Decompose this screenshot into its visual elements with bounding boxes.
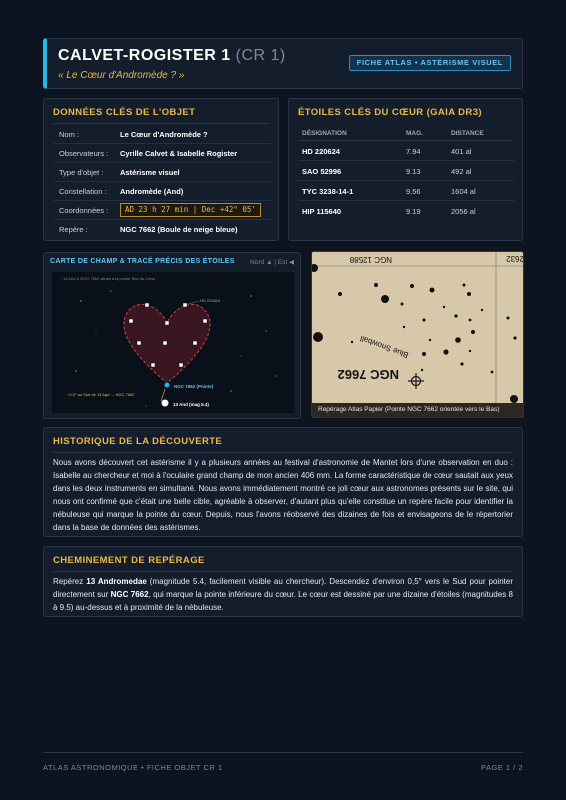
key-label: Nom : xyxy=(59,130,80,139)
object-name: CALVET-ROGISTER 1 xyxy=(58,47,231,64)
13-and-label: 13 And (mag 5.4) xyxy=(173,402,209,407)
star-distance: 1604 al xyxy=(451,187,476,196)
key-stars-title: ÉTOILES CLÉS DU CŒUR (GAIA DR3) xyxy=(298,107,482,118)
star-name: TYC 3238-14-1 xyxy=(302,187,354,196)
star-name: HD 220624 xyxy=(302,147,340,156)
coordinates-value: AD 23 h 27 min | Dec +42° 05' xyxy=(120,203,261,217)
history-panel xyxy=(43,427,523,537)
key-value: Cyrille Calvet & Isabelle Rogister xyxy=(120,149,238,158)
key-value: Le Cœur d'Andromède ? xyxy=(120,130,208,139)
chart-note: 13 And & NGC 7662 situés à la pointe Sud du Cœur xyxy=(63,276,156,281)
key-value: Andromède (And) xyxy=(120,187,184,196)
key-data-title: DONNÉES CLÉS DE L'OBJET xyxy=(53,107,196,118)
table-row xyxy=(298,181,515,201)
ngc7662-marker xyxy=(164,382,170,388)
footer-atlas-label: ATLAS ASTRONOMIQUE • FICHE OBJET CR 1 xyxy=(43,763,223,772)
object-title xyxy=(58,47,286,65)
route-highlight-ngc7662: NGC 7662 xyxy=(110,590,149,599)
star-hopping-title: CHEMINEMENT DE REPÉRAGE xyxy=(53,555,205,566)
photo-label-ngc12588: NGC 12588 xyxy=(349,255,392,264)
key-label: Type d'objet : xyxy=(59,168,104,177)
photo-label-2632: 2632 xyxy=(506,254,524,263)
13-and-marker xyxy=(162,400,169,407)
orientation-indicator: Nord ▲ | Est ◀ xyxy=(250,259,294,266)
star-distance: 2056 al xyxy=(451,207,476,216)
atlas-photo-image xyxy=(312,252,524,418)
history-title: HISTORIQUE DE LA DÉCOUVERTE xyxy=(53,436,223,447)
star-magnitude: 9.13 xyxy=(406,167,421,176)
star-distance: 492 al xyxy=(451,167,472,176)
key-row-name xyxy=(53,125,271,144)
photo-label-ngc7662: NGC 7662 xyxy=(337,367,399,382)
star-name: SAO 52996 xyxy=(302,167,342,176)
route-text-part: (magnitude 5.4, facilement visible au chercheur). Descendez d'environ 0,5° vers le Sud pour pointer directement sur xyxy=(53,577,513,599)
table-row xyxy=(298,141,515,161)
column-header-distance: DISTANCE xyxy=(451,130,484,137)
star-hopping-panel xyxy=(43,546,523,617)
key-row-landmark xyxy=(53,220,271,239)
divider xyxy=(53,571,513,572)
star-magnitude: 9.56 xyxy=(406,187,421,196)
atlas-photo xyxy=(311,251,524,418)
divider xyxy=(53,452,513,453)
star-label-hd220624: HD 220624 xyxy=(200,298,221,303)
key-row-coordinates xyxy=(53,201,271,220)
photo-label-blue-snowball: Blue Snowball xyxy=(358,333,410,360)
key-stars-panel xyxy=(288,98,523,241)
column-header-designation: DÉSIGNATION xyxy=(302,130,347,137)
key-value: NGC 7662 (Boule de neige bleue) xyxy=(120,225,238,234)
object-header xyxy=(43,38,523,89)
photo-caption: Repérage Atlas Papier (Pointe NGC 7662 orientée vers le Bas) xyxy=(312,403,523,417)
route-text-part: Repérez xyxy=(53,577,87,586)
star-magnitude: 9.19 xyxy=(406,207,421,216)
column-header-magnitude: MAG. xyxy=(406,130,423,137)
star-magnitude: 7.94 xyxy=(406,147,421,156)
route-text-part: , qui marque la pointe inférieure du cœur. Le cœur est dessiné par une dizaine d'étoiles (magnitudes 8 à 9.5) au-dessus et à proximité de la nébuleuse. xyxy=(53,590,514,612)
finder-chart-title: CARTE DE CHAMP & TRACÉ PRÉCIS DES ÉTOILES xyxy=(50,258,235,265)
key-data-panel xyxy=(43,98,279,241)
object-abbreviation: (CR 1) xyxy=(235,47,286,64)
star-hopping-text xyxy=(53,575,513,614)
table-row xyxy=(298,161,515,181)
key-row-constellation xyxy=(53,182,271,201)
key-value: Astérisme visuel xyxy=(120,168,180,177)
key-row-type xyxy=(53,163,271,182)
route-highlight-13-and: 13 Andromedae xyxy=(86,577,147,586)
sheet-type-badge: FICHE ATLAS • ASTÉRISME VISUEL xyxy=(349,55,511,71)
key-row-observers xyxy=(53,144,271,163)
star-distance: 401 al xyxy=(451,147,472,156)
arrow-label: ~0,5° au Sud de 13 And → NGC 7662 xyxy=(67,392,135,397)
key-label: Constellation : xyxy=(59,187,107,196)
star-name: HIP 115640 xyxy=(302,207,342,216)
finder-chart-panel xyxy=(43,252,301,419)
history-text: Nous avons découvert cet astérisme il y a plusieurs années au festival d'astronomie de Mantet lors d'une observation en duo : Isabelle au chercheur et moi à l'oculaire grand champ de mon ancien 406 mm. La forme caractéristique de cœur sautait aux yeux dans les deux instruments en simultané. Nous avons immédiatement montré ce joli cœur aux astronomes présents sur le site, qui nous ont confirmé que c'était une belle cible, agréable à observer, d'autant plus qu'elle constitue un repère facile pour identifier la nébuleuse qui marque la pointe du cœur. Depuis, nous l'avons réobservé des dizaines de fois et envisageons de le répertorier dans la base de données des astérismes. xyxy=(53,458,513,532)
ngc7662-label: NGC 7662 (Pointe) xyxy=(174,384,214,389)
finder-chart xyxy=(51,271,295,414)
key-label: Observateurs : xyxy=(59,149,109,158)
footer-divider xyxy=(43,752,523,753)
divider xyxy=(53,123,269,124)
table-row xyxy=(298,201,515,221)
key-label: Coordonnées : xyxy=(59,206,109,215)
key-label: Repère : xyxy=(59,225,88,234)
page-number: PAGE 1 / 2 xyxy=(481,763,523,772)
object-subtitle: « Le Cœur d'Andromède ? » xyxy=(58,70,185,81)
